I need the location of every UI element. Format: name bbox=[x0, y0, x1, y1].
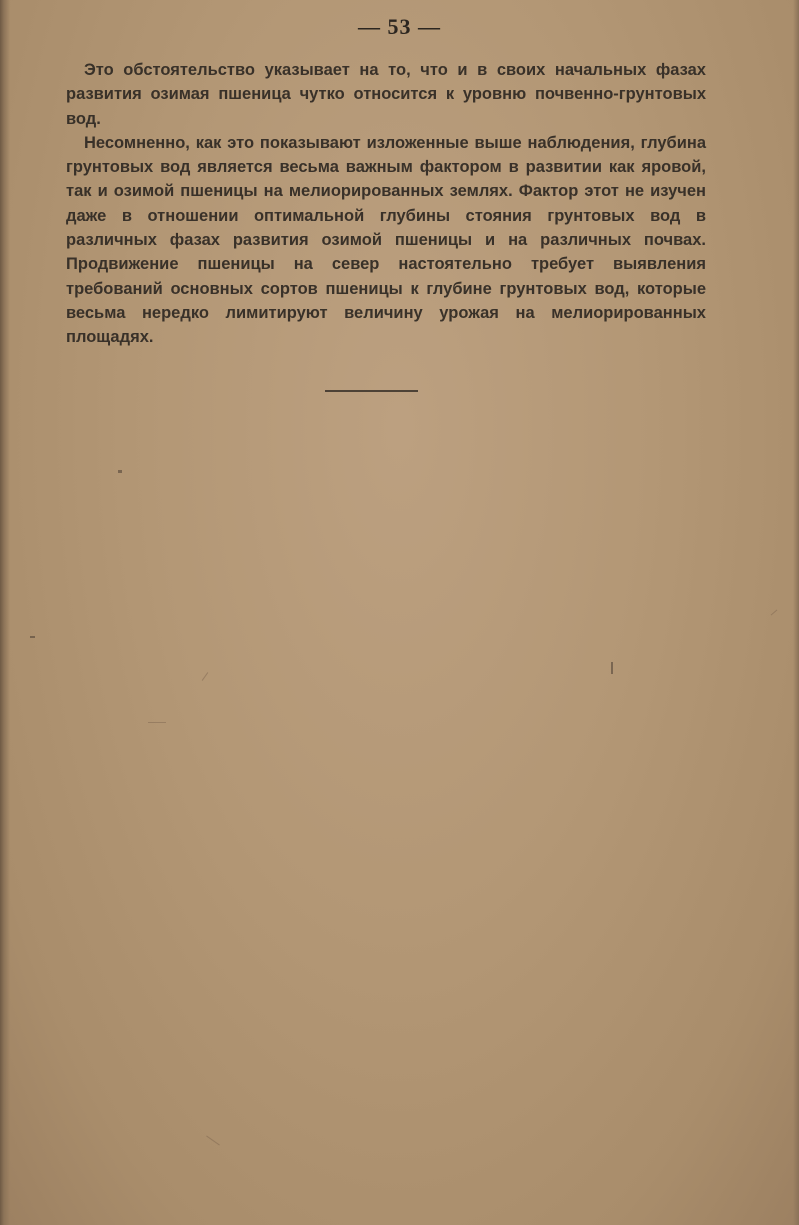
paragraph-2: Несомненно, как это показывают изложенные выше наблюдения, глубина грунтовых вод является весьма важным фактором в развитии как яровой, так и озимой пшеницы на мелиорированных землях. Фактор этот не изучен даже в отношении оптимальной глубины стояния грунтовых вод в различных фазах развития озимой пшеницы и на различных почвах. Продвижение пшеницы на север настоятельно требует выявления требований основных сортов пшеницы к глубине грунтовых вод, которые весьма нередко лимитируют величину урожая на мелиорированных площадях. bbox=[66, 133, 706, 347]
paper-fiber bbox=[202, 672, 209, 681]
paragraph-1: Это обстоятельство указывает на то, что и в своих начальных фазах развития озимая пшеница чутко относится к уровню почвенно-грунтовых вод. bbox=[66, 61, 706, 128]
body-text bbox=[66, 58, 706, 350]
paper-speck bbox=[118, 470, 122, 473]
paper-fiber bbox=[206, 1136, 220, 1146]
page-number: — 53 — bbox=[358, 14, 441, 39]
paper-speck bbox=[611, 662, 613, 674]
paper-fiber bbox=[771, 610, 778, 616]
paper-speck bbox=[30, 636, 35, 638]
page-binding-edge bbox=[0, 0, 10, 1225]
section-divider bbox=[325, 390, 418, 392]
page-outer-edge bbox=[793, 0, 799, 1225]
paper-fiber bbox=[148, 722, 166, 723]
